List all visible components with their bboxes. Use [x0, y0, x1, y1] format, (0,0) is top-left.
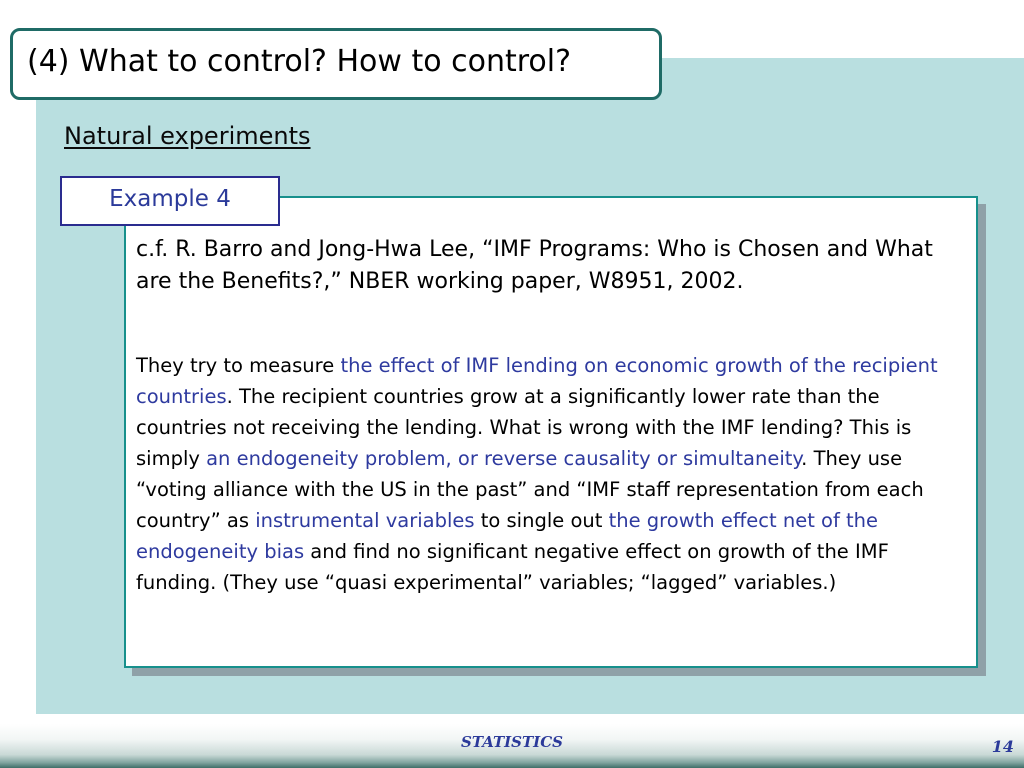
highlight-text: instrumental variables [255, 509, 475, 532]
highlight-text: an endogeneity problem, or reverse causality or simultaneity [206, 447, 802, 470]
citation-text: c.f. R. Barro and Jong-Hwa Lee, “IMF Programs: Who is Chosen and What are the Benefits?,” NBER working paper, W8951, 2002. [136, 237, 933, 294]
highlight-text: the growth effect net of the endogeneity bias [136, 509, 879, 563]
paragraph-text: . The recipient countries grow at a significantly lower rate than the countries not receiving the lending. What is wrong with the IMF lending? This is simply [136, 385, 912, 470]
slide-title-box [10, 28, 662, 100]
footer-label: STATISTICS [461, 733, 563, 751]
section-heading: Natural experiments [64, 122, 311, 150]
paragraph-text: . They use “voting alliance with the US in the past” and “IMF staff representation from each country” as [136, 447, 924, 532]
example-label-box [60, 176, 280, 226]
paragraph-text: and find no significant negative effect on growth of the IMF funding. (They use “quasi experimental” variables; “lagged” variables.) [136, 540, 889, 594]
example-label: Example 4 [109, 186, 231, 212]
paragraph-text: They try to measure [136, 354, 341, 377]
highlight-text: the effect of IMF lending on economic growth of the recipient countries [136, 354, 938, 408]
body-paragraph [136, 350, 966, 598]
paragraph-text: to single out [474, 509, 609, 532]
page-number: 14 [991, 737, 1014, 756]
slide-title: (4) What to control? How to control? [27, 44, 572, 79]
